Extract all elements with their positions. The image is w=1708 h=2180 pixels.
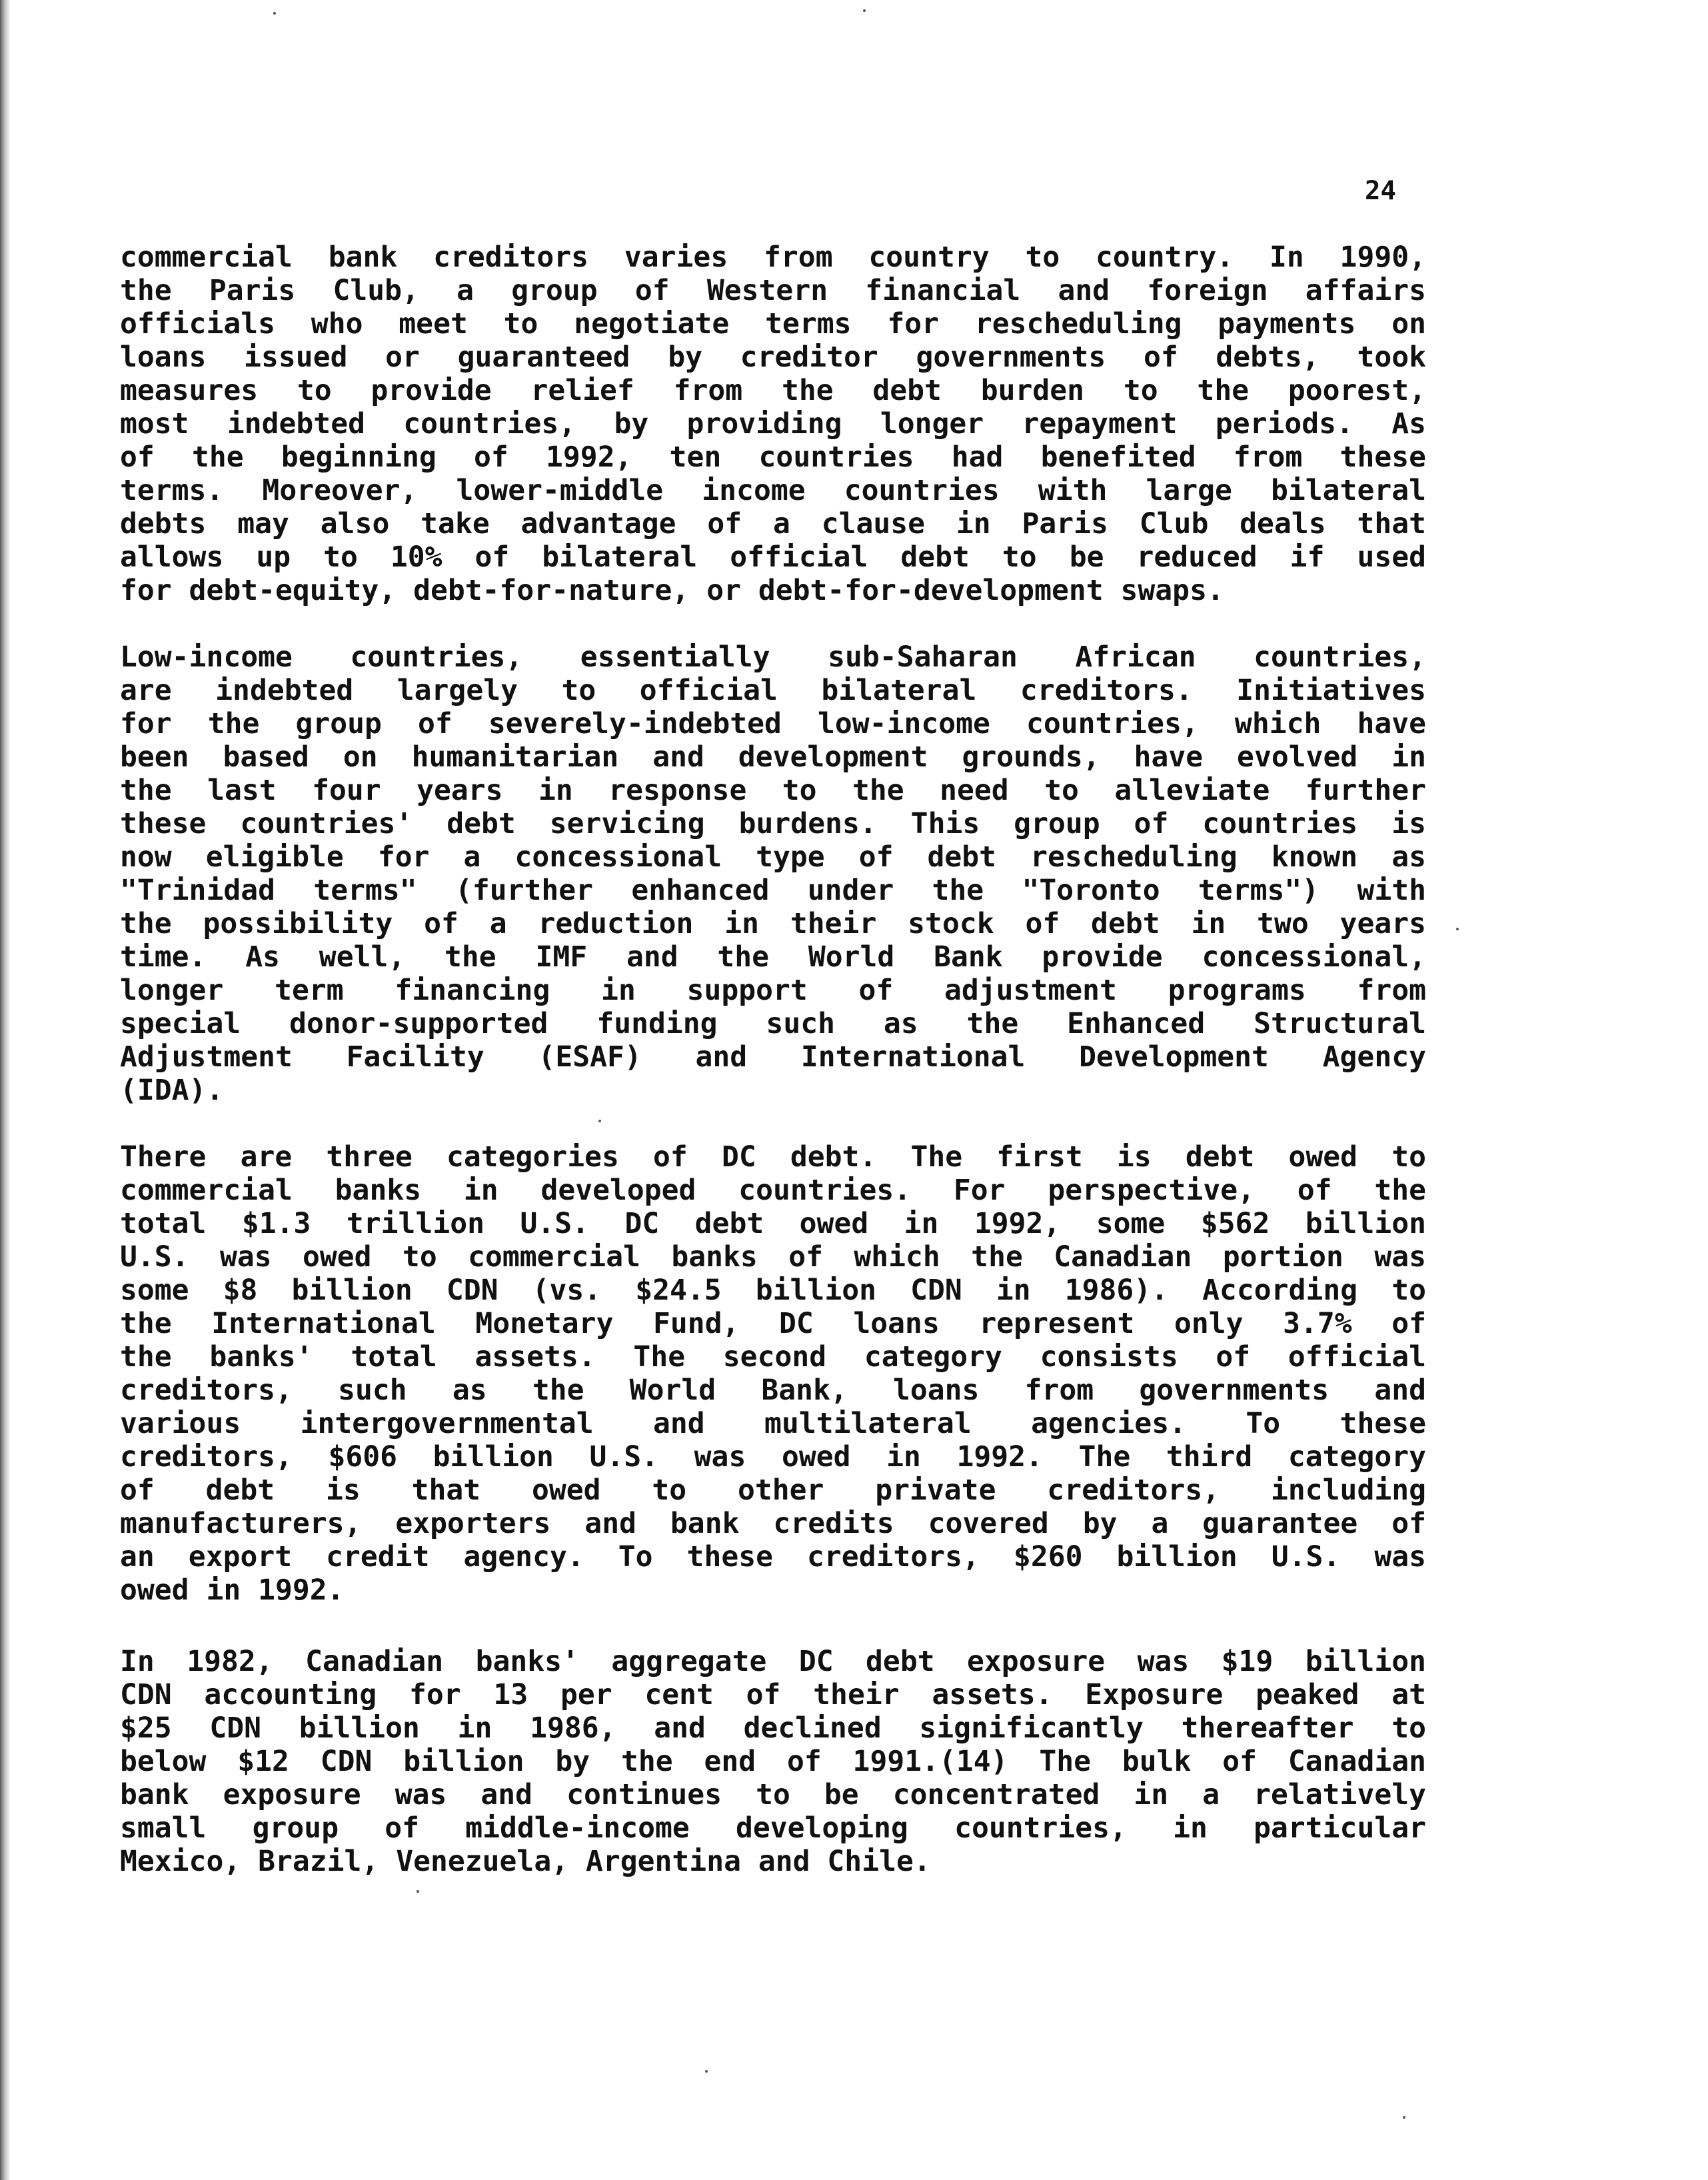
paragraph-paris-club [120, 241, 1426, 607]
text-line: debts may also take advantage of a clause in Paris Club deals that [120, 507, 1426, 541]
text-line: creditors, such as the World Bank, loans from governments and [120, 1374, 1426, 1407]
text-line: are indebted largely to official bilateral creditors. Initiatives [120, 674, 1426, 707]
text-line: terms. Moreover, lower-middle income countries with large bilateral [120, 474, 1426, 507]
text-line: manufacturers, exporters and bank credits covered by a guarantee of [120, 1507, 1426, 1540]
text-line: of the beginning of 1992, ten countries had benefited from these [120, 441, 1426, 474]
text-line: total $1.3 trillion U.S. DC debt owed in 1992, some $562 billion [120, 1207, 1426, 1240]
text-line: (IDA). [120, 1074, 224, 1107]
paragraph-canadian-banks [120, 1645, 1426, 1878]
scan-speck [705, 2070, 708, 2073]
text-line: the Paris Club, a group of Western financial and foreign affairs [120, 274, 1426, 307]
text-line: various intergovernmental and multilateral agencies. To these [120, 1407, 1426, 1440]
text-line: an export credit agency. To these creditors, $260 billion U.S. was [120, 1540, 1426, 1574]
text-line: the International Monetary Fund, DC loans represent only 3.7% of [120, 1307, 1426, 1340]
scan-speck [417, 1890, 419, 1893]
text-line: time. As well, the IMF and the World Bank provide concessional, [120, 940, 1426, 974]
text-line: the banks' total assets. The second category consists of official [120, 1340, 1426, 1374]
page-number: 24 [1365, 176, 1396, 206]
scan-speck [1403, 2116, 1405, 2119]
text-line: commercial banks in developed countries. For perspective, of the [120, 1174, 1426, 1207]
text-line: small group of middle-income developing countries, in particular [120, 1811, 1426, 1845]
scan-speck [598, 1120, 601, 1122]
scan-speck [1456, 928, 1459, 930]
text-line: Mexico, Brazil, Venezuela, Argentina and Chile. [120, 1845, 931, 1878]
text-line: Low-income countries, essentially sub-Saharan African countries, [120, 640, 1426, 674]
text-line: for debt-equity, debt-for-nature, or debt-for-development swaps. [120, 574, 1224, 607]
text-line: "Trinidad terms" (further enhanced under the "Toronto terms") with [120, 874, 1426, 907]
text-line: CDN accounting for 13 per cent of their assets. Exposure peaked at [120, 1678, 1426, 1711]
text-line: owed in 1992. [120, 1574, 345, 1607]
text-line: In 1982, Canadian banks' aggregate DC debt exposure was $19 billion [120, 1645, 1426, 1678]
scan-edge [0, 0, 11, 2180]
text-line: most indebted countries, by providing longer repayment periods. As [120, 407, 1426, 441]
text-line: officials who meet to negotiate terms for rescheduling payments on [120, 307, 1426, 341]
text-line: creditors, $606 billion U.S. was owed in 1992. The third category [120, 1440, 1426, 1474]
text-line: There are three categories of DC debt. The first is debt owed to [120, 1140, 1426, 1174]
text-line: loans issued or guaranteed by creditor governments of debts, took [120, 341, 1426, 374]
text-line: commercial bank creditors varies from country to country. In 1990, [120, 241, 1426, 274]
text-line: below $12 CDN billion by the end of 1991.(14) The bulk of Canadian [120, 1745, 1426, 1778]
text-line: allows up to 10% of bilateral official debt to be reduced if used [120, 541, 1426, 574]
text-line: the possibility of a reduction in their stock of debt in two years [120, 907, 1426, 940]
paragraph-debt-categories [120, 1140, 1426, 1607]
text-line: the last four years in response to the need to alleviate further [120, 774, 1426, 807]
text-line: for the group of severely-indebted low-income countries, which have [120, 707, 1426, 740]
text-line: been based on humanitarian and development grounds, have evolved in [120, 740, 1426, 774]
text-line: some $8 billion CDN (vs. $24.5 billion CDN in 1986). According to [120, 1274, 1426, 1307]
text-line: these countries' debt servicing burdens. This group of countries is [120, 807, 1426, 840]
paragraph-low-income [120, 640, 1426, 1107]
text-line: $25 CDN billion in 1986, and declined significantly thereafter to [120, 1711, 1426, 1745]
text-line: longer term financing in support of adjustment programs from [120, 974, 1426, 1007]
scan-speck [863, 9, 866, 12]
text-line: of debt is that owed to other private creditors, including [120, 1474, 1426, 1507]
text-line: now eligible for a concessional type of debt rescheduling known as [120, 840, 1426, 874]
text-line: Adjustment Facility (ESAF) and International Development Agency [120, 1040, 1426, 1074]
text-line: special donor-supported funding such as the Enhanced Structural [120, 1007, 1426, 1040]
text-line: bank exposure was and continues to be concentrated in a relatively [120, 1778, 1426, 1811]
text-line: U.S. was owed to commercial banks of which the Canadian portion was [120, 1240, 1426, 1274]
text-line: measures to provide relief from the debt burden to the poorest, [120, 374, 1426, 407]
scan-speck [273, 12, 276, 15]
